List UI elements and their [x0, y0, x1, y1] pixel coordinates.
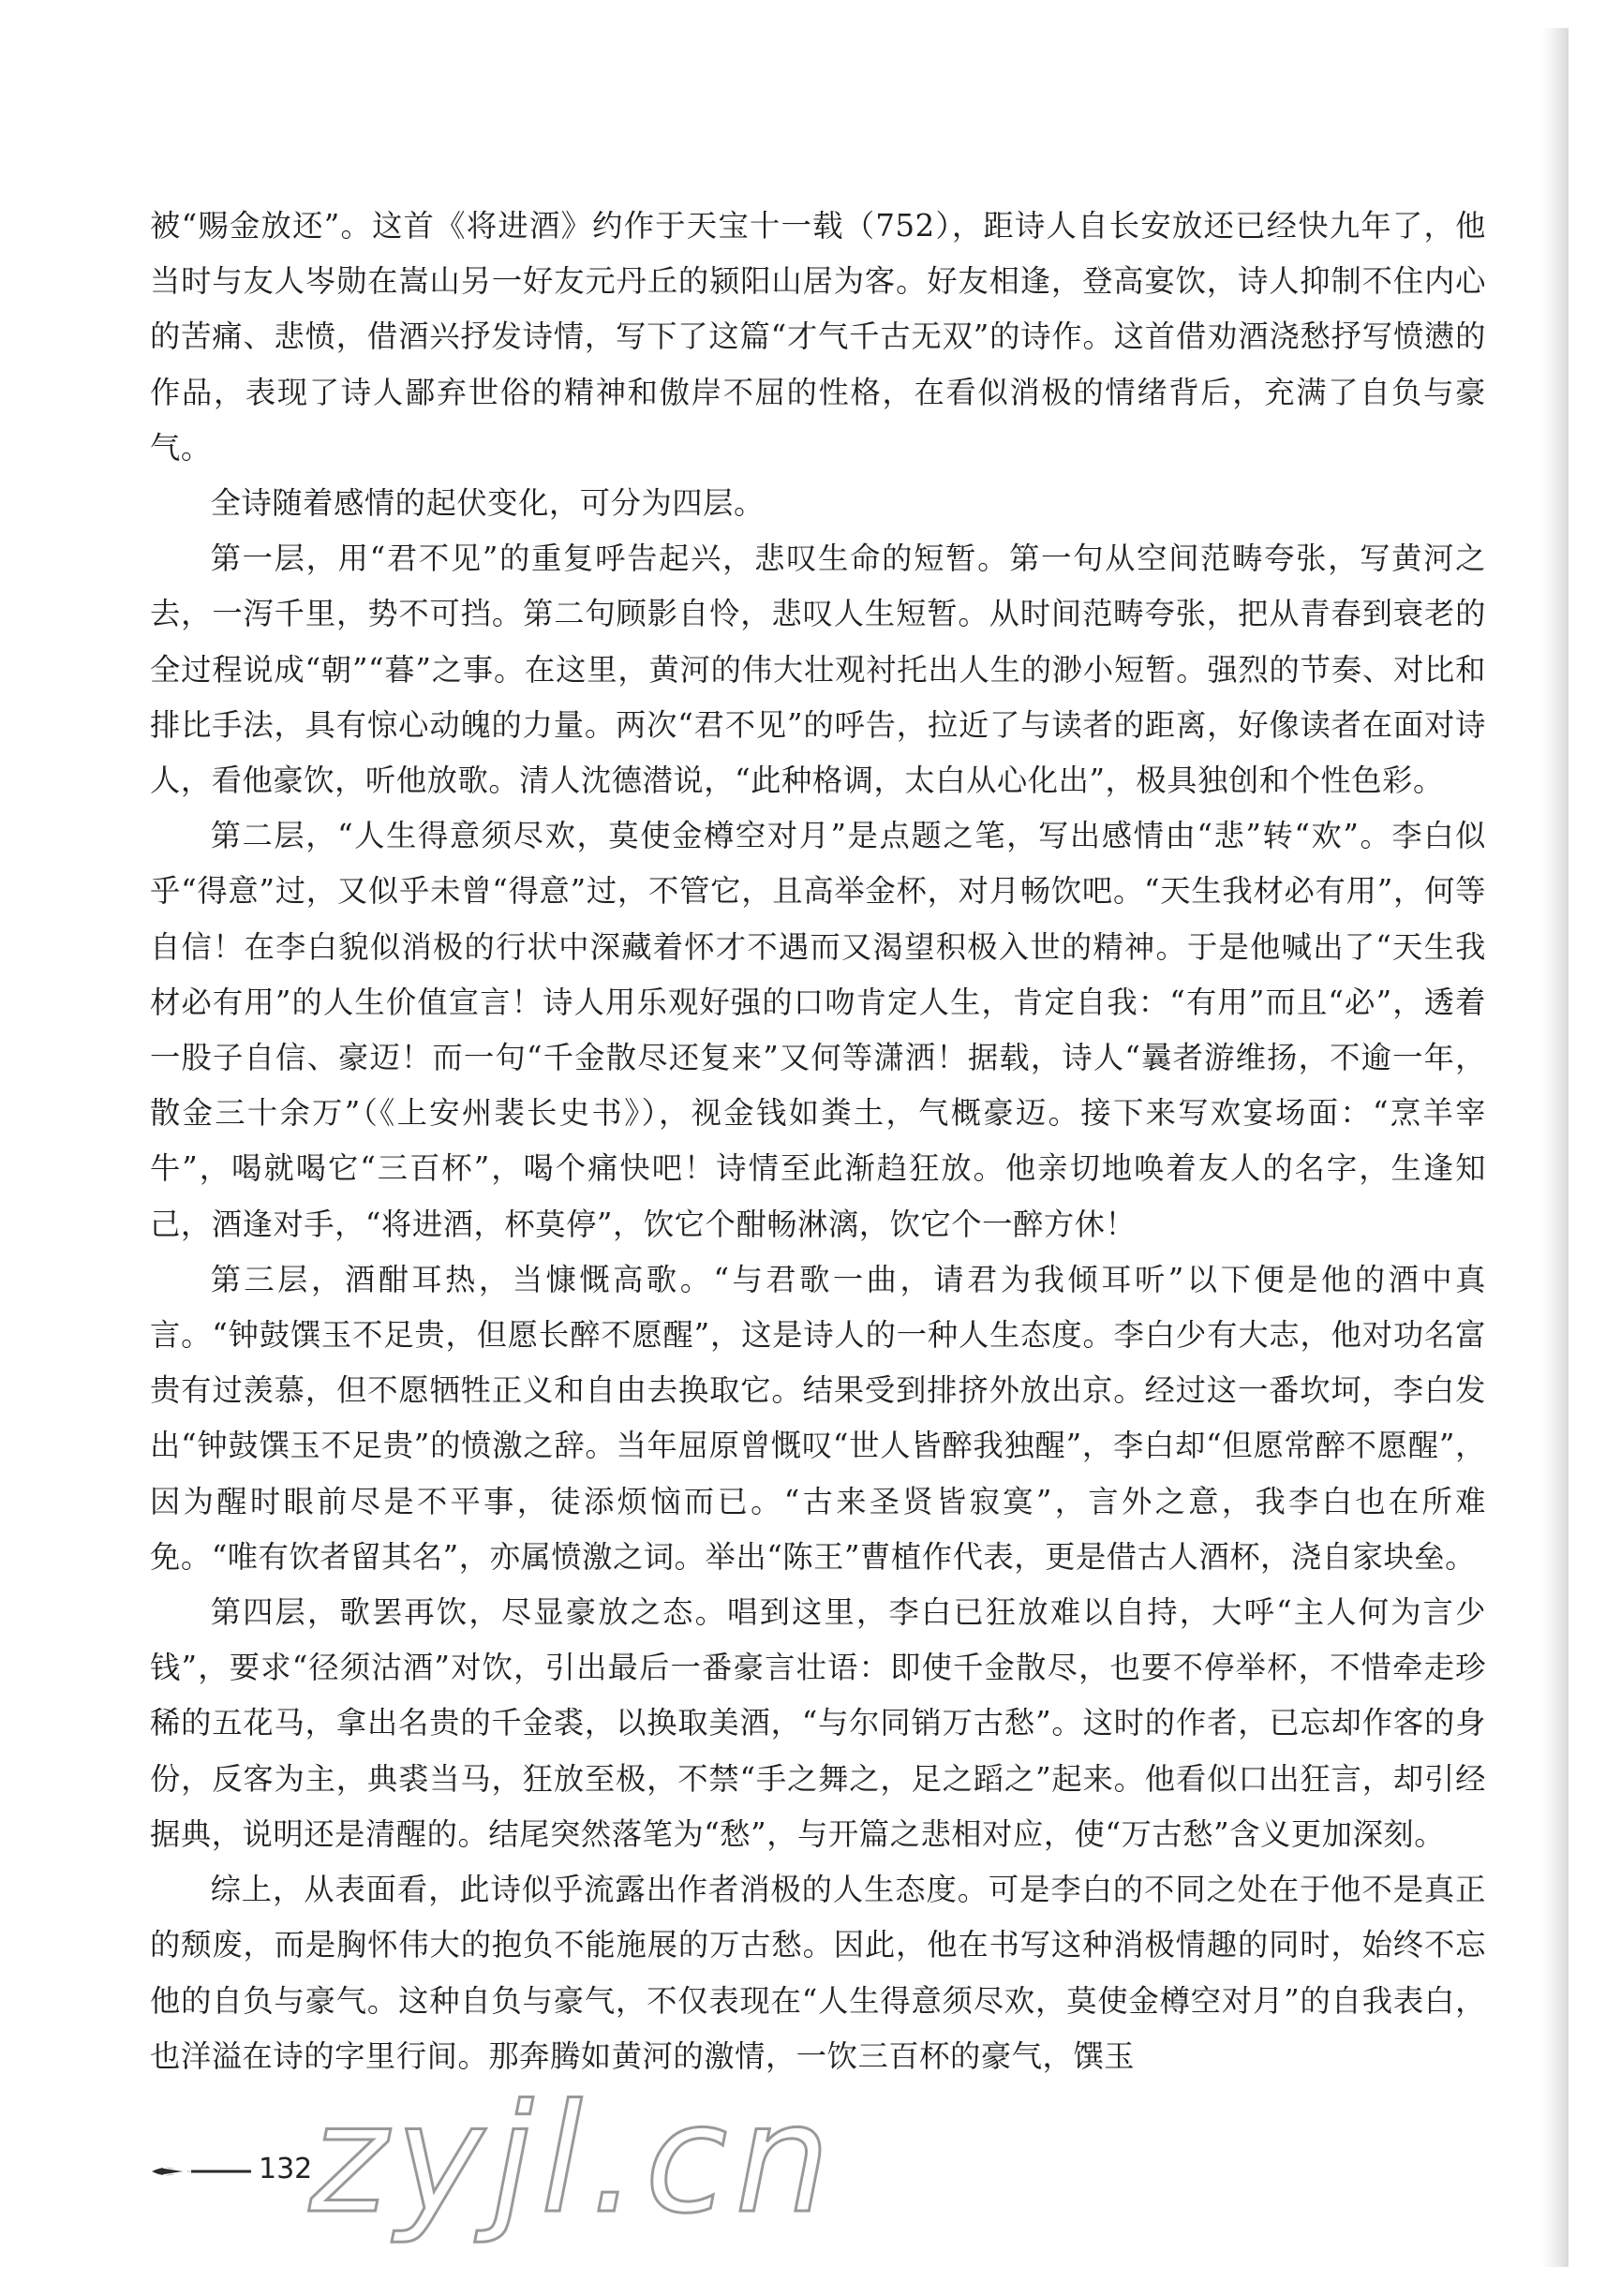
- paragraph-summary: 综上，从表面看，此诗似乎流露出作者消极的人生态度。可是李白的不同之处在于他不是真正的颓废，而是胸怀伟大的抱负不能施展的万古愁。因此，他在书写这种消极情趣的同时，始终不忘他的自负与豪气。这种自负与豪气，不仅表现在“人生得意须尽欢，莫使金樽空对月”的自我表白，也洋溢在诗的字里行间。那奔腾如黄河的激情，一饮三百杯的豪气，馔玉: [150, 1872, 1486, 2074]
- pen-nib-ornament-icon: [150, 2162, 253, 2181]
- page-edge-shadow: [1542, 28, 1569, 2267]
- paragraph-layer-four: 第四层，歌罢再饮，尽显豪放之态。唱到这里，李白已狂放难以自持，大呼“主人何为言少钱”，要求“径须沽酒”对饮，引出最后一番豪言壮语：即使千金散尽，也要不停举杯，不惜牵走珍稀的五花马，拿出名贵的千金裘，以换取美酒，“与尔同销万古愁”。这时的作者，已忘却作客的身份，反客为主，典裘当马，狂放至极，不禁“手之舞之，足之蹈之”起来。他看似口出狂言，却引经据典，说明还是清醒的。结尾突然落笔为“愁”，与开篇之悲相对应，使“万古愁”含义更加深刻。: [150, 1594, 1486, 1852]
- watermark-text: zyjl.cn: [309, 2071, 838, 2246]
- page-number: 132: [259, 2153, 313, 2185]
- paragraph-structure-intro: 全诗随着感情的起伏变化，可分为四层。: [210, 485, 765, 522]
- article-body: [150, 199, 1486, 2084]
- paragraph-layer-three: 第三层，酒酣耳热，当慷慨高歌。“与君歌一曲，请君为我倾耳听”以下便是他的酒中真言。“钟鼓馔玉不足贵，但愿长醉不愿醒”，这是诗人的一种人生态度。李白少有大志，他对功名富贵有过羡慕，但不愿牺牲正义和自由去换取它。结果受到排挤外放出京。经过这一番坎坷，李白发出“钟鼓馔玉不足贵”的愤激之辞。当年屈原曾慨叹“世人皆醉我独醒”，李白却“但愿常醉不愿醒”，因为醒时眼前尽是不平事，徒添烦恼而已。“古来圣贤皆寂寞”，言外之意，我李白也在所难免。“唯有饮者留其名”，亦属愤激之词。举出“陈王”曹植作代表，更是借古人酒杯，浇自家块垒。: [150, 1261, 1486, 1575]
- paragraph-layer-two: 第二层，“人生得意须尽欢，莫使金樽空对月”是点题之笔，写出感情由“悲”转“欢”。李白似乎“得意”过，又似乎未曾“得意”过，不管它，且高举金杯，对月畅饮吧。“天生我材必有用”，何等自信！在李白貌似消极的行状中深藏着怀才不遇而又渴望积极入世的精神。于是他喊出了“天生我材必有用”的人生价值宣言！诗人用乐观好强的口吻肯定人生，肯定自我：“有用”而且“必”，透着一股子自信、豪迈！而一句“千金散尽还复来”又何等潇洒！据载，诗人“曩者游维扬，不逾一年，散金三十余万”（《上安州裴长史书》），视金钱如粪土，气概豪迈。接下来写欢宴场面：“烹羊宰牛”，喝就喝它“三百杯”，喝个痛快吧！诗情至此渐趋狂放。他亲切地唤着友人的名字，生逢知己，酒逢对手，“将进酒，杯莫停”，饮它个酣畅淋漓，饮它个一醉方休！: [150, 818, 1486, 1242]
- paragraph-continuation: 被“赐金放还”。这首《将进酒》约作于天宝十一载（752），距诗人自长安放还已经快九年了，他当时与友人岑勋在嵩山另一好友元丹丘的颍阳山居为客。好友相逢，登高宴饮，诗人抑制不住内心的苦痛、悲愤，借酒兴抒发诗情，写下了这篇“才气千古无双”的诗作。这首借劝酒浇愁抒写愤懑的作品，表现了诗人鄙弃世俗的精神和傲岸不屈的性格，在看似消极的情绪背后，充满了自负与豪气。: [150, 208, 1486, 466]
- paragraph-layer-one: 第一层，用“君不见”的重复呼告起兴，悲叹生命的短暂。第一句从空间范畴夸张，写黄河之去，一泻千里，势不可挡。第二句顾影自怜，悲叹人生短暂。从时间范畴夸张，把从青春到衰老的全过程说成“朝”“暮”之事。在这里，黄河的伟大壮观衬托出人生的渺小短暂。强烈的节奏、对比和排比手法，具有惊心动魄的力量。两次“君不见”的呼告，拉近了与读者的距离，好像读者在面对诗人，看他豪饮，听他放歌。清人沈德潜说，“此种格调，太白从心化出”，极具独创和个性色彩。: [150, 541, 1486, 799]
